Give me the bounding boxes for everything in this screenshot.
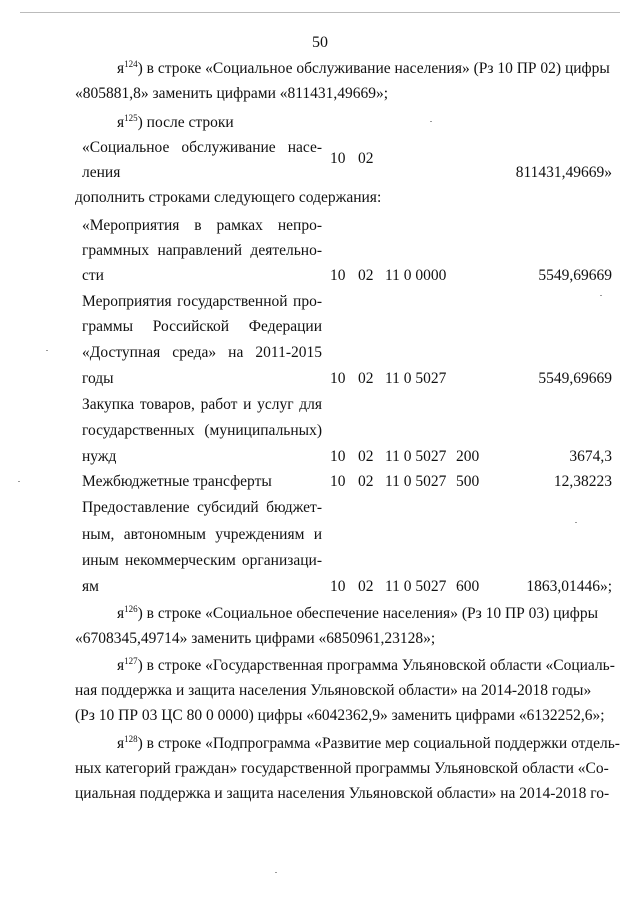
paragraph-125 xyxy=(75,110,595,135)
row-name-line: ям xyxy=(82,578,99,595)
paragraph-marker: я xyxy=(117,60,125,77)
paragraph-124-line-1 xyxy=(75,56,610,81)
rz-code: 10 xyxy=(330,150,346,167)
pr-code: 02 xyxy=(358,578,374,595)
row-name-line: Закупка товаров, работ и услуг для xyxy=(82,396,322,413)
paragraph-text: ) после строки xyxy=(137,114,234,131)
pr-code: 02 xyxy=(358,267,374,284)
paragraph-marker: я xyxy=(117,605,125,622)
table-row xyxy=(82,366,612,391)
row-name-line: сти xyxy=(82,267,104,284)
row-name-line: граммных направлений деятельно- xyxy=(82,242,322,259)
paragraph-124-line-2: «805881,8» заменить цифрами «811431,49669»; xyxy=(75,85,389,102)
pr-code: 02 xyxy=(358,448,374,465)
row-name-line: государственных (муниципальных) xyxy=(82,422,322,439)
vr-code: 500 xyxy=(456,473,480,490)
row-name: ления xyxy=(82,164,121,181)
rz-code: 10 xyxy=(330,578,346,595)
pr-code: 02 xyxy=(358,473,374,490)
vr-code: 600 xyxy=(456,578,480,595)
page-number: 50 xyxy=(312,34,328,51)
paragraph-128-line-2: ных категорий граждан» государственной программы Ульяновской области «Со- xyxy=(75,760,609,777)
vr-code: 200 xyxy=(456,448,480,465)
table-row-social-service-sum xyxy=(82,160,612,185)
paragraph-marker: я xyxy=(117,735,125,752)
paragraph-126-line-2: «6708345,49714» заменить цифрами «6850961,23128»; xyxy=(75,630,436,647)
paragraph-marker: я xyxy=(117,657,125,674)
paragraph-number: 125 xyxy=(124,113,138,123)
cs-code: 11 0 5027 xyxy=(385,448,447,465)
paragraph-number: 128 xyxy=(124,734,138,744)
sum-value: 1863,01446»; xyxy=(526,578,612,595)
scan-edge-line xyxy=(20,12,620,13)
paragraph-127-line-1 xyxy=(75,653,615,678)
scan-speck xyxy=(18,481,20,482)
row-name-line: ным, автономным учреждениям и xyxy=(82,526,322,543)
paragraph-marker: я xyxy=(117,114,125,131)
scan-speck xyxy=(600,295,602,296)
row-name-line: Предоставление субсидий бюджет- xyxy=(82,499,322,516)
paragraph-128-line-3: циальная поддержка и защита населения Ульяновской области» на 2014-2018 го- xyxy=(75,785,610,802)
pr-code: 02 xyxy=(358,370,374,387)
table-row xyxy=(82,392,612,417)
paragraph-text: ) в строке «Подпрограмма «Развитие мер социальной поддержки отдель- xyxy=(137,735,620,752)
rz-code: 10 xyxy=(330,448,346,465)
paragraph-number: 127 xyxy=(124,656,138,666)
paragraph-text: ) в строке «Государственная программа Ульяновской области «Социаль- xyxy=(137,657,615,674)
row-name-line: нужд xyxy=(82,448,117,465)
rz-code: 10 xyxy=(330,267,346,284)
table-row xyxy=(82,263,612,288)
row-name-line: Мероприятия государственной про- xyxy=(82,293,322,310)
sum-value: 12,38223 xyxy=(553,473,612,490)
rz-code: 10 xyxy=(330,370,346,387)
paragraph-127-line-2: ная поддержка и защита населения Ульяновской области» на 2014-2018 годы» xyxy=(75,682,592,699)
table-row xyxy=(82,418,612,443)
table-row xyxy=(82,574,612,599)
table-row xyxy=(82,548,612,573)
row-name-line: годы xyxy=(82,370,114,387)
cs-code: 11 0 0000 xyxy=(385,267,447,284)
sum-value: 3674,3 xyxy=(569,448,612,465)
sum-value: 5549,69669 xyxy=(538,267,612,284)
paragraph-text: ) в строке «Социальное обеспечение населения» (Рз 10 ПР 03) цифры xyxy=(137,605,598,622)
paragraph-text: ) в строке «Социальное обслуживание населения» (Рз 10 ПР 02) цифры xyxy=(137,60,610,77)
table-row xyxy=(82,289,612,314)
paragraph-127-line-3: (Рз 10 ПР 03 ЦС 80 0 0000) цифры «6042362,9» заменить цифрами «6132252,6»; xyxy=(75,707,605,724)
pr-code: 02 xyxy=(358,150,374,167)
scan-speck xyxy=(275,872,277,873)
row-name-line: Межбюджетные трансферты xyxy=(82,473,272,490)
cs-code: 11 0 5027 xyxy=(385,578,447,595)
table-row xyxy=(82,340,612,365)
paragraph-126 xyxy=(75,601,598,651)
scan-speck xyxy=(575,522,577,523)
paragraph-124 xyxy=(75,56,610,106)
paragraph-125-line xyxy=(75,110,595,135)
table-row xyxy=(82,469,612,494)
paragraph-128-line-1 xyxy=(75,731,620,756)
row-name-line: иным некоммерческим организаци- xyxy=(82,552,322,569)
sum-value: 5549,69669 xyxy=(538,370,612,387)
table-row xyxy=(82,444,612,469)
sum-value: 811431,49669» xyxy=(515,164,612,181)
paragraph-126-line-1 xyxy=(75,601,598,626)
paragraph-number: 126 xyxy=(124,604,138,614)
table-row xyxy=(82,213,612,238)
table-row xyxy=(82,522,612,547)
row-name: «Социальное обслуживание насе- xyxy=(82,139,322,156)
row-name-line: «Доступная среда» на 2011-2015 xyxy=(82,344,322,361)
paragraph-128 xyxy=(75,731,620,806)
row-name-line: граммы Российской Федерации xyxy=(82,318,322,335)
table-row xyxy=(82,314,612,339)
rz-code: 10 xyxy=(330,473,346,490)
scan-speck xyxy=(46,350,48,351)
row-name-line: «Мероприятия в рамках непро- xyxy=(82,217,322,234)
paragraph-127 xyxy=(75,653,615,728)
table-row xyxy=(82,238,612,263)
cs-code: 11 0 5027 xyxy=(385,473,447,490)
add-rows-text: дополнить строками следующего содержания: xyxy=(75,189,382,206)
table-row xyxy=(82,495,612,520)
cs-code: 11 0 5027 xyxy=(385,370,447,387)
paragraph-number: 124 xyxy=(124,59,138,69)
scan-speck xyxy=(430,121,432,122)
